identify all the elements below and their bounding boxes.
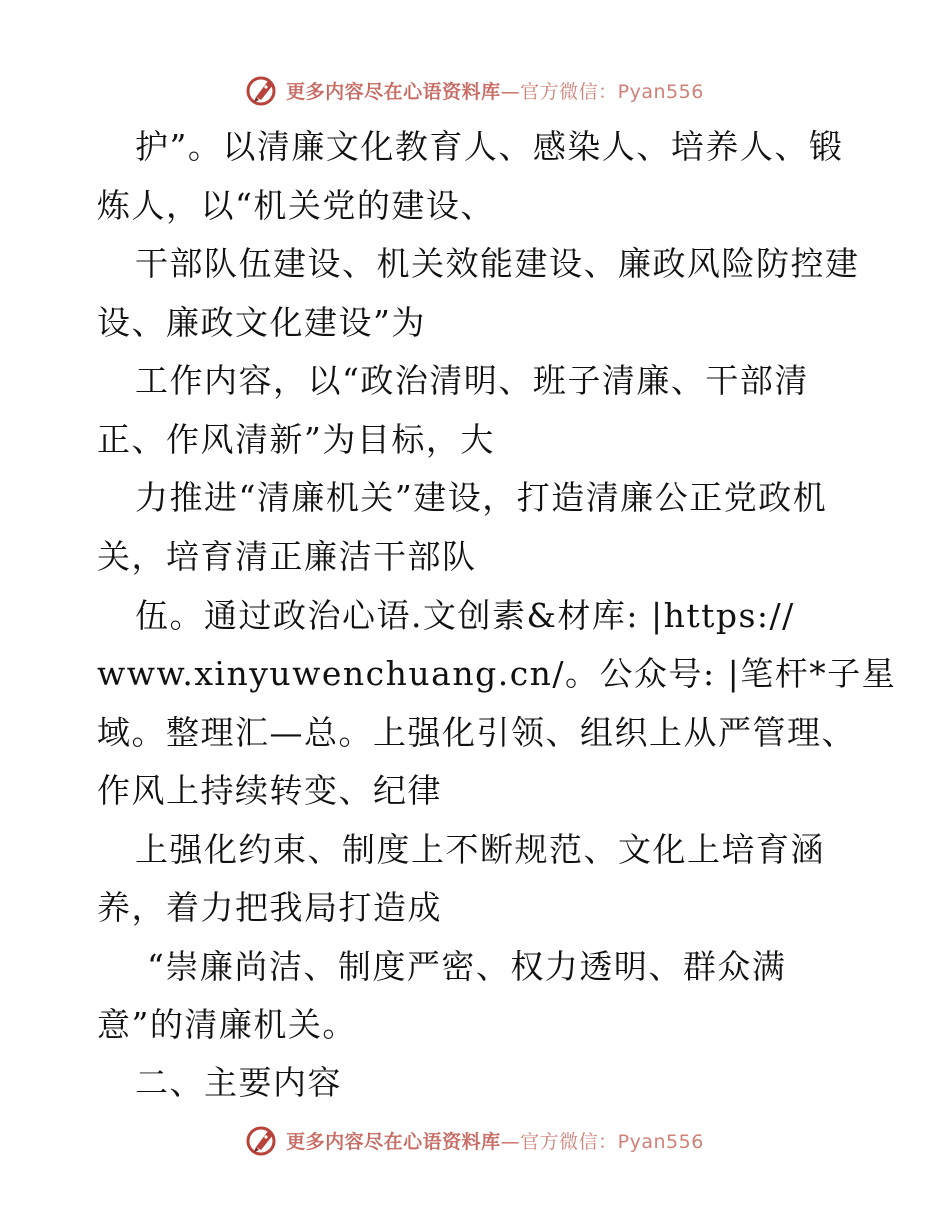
footer-watermark [0,1120,950,1160]
body-line: 力推进“清廉机关”建设，打造清廉公正党政机 [135,478,828,517]
body-line: 伍。通过政治心语.文创素&材库: |https:// [135,596,795,635]
body-line: 设、廉政文化建设”为 [97,303,426,342]
pen-nib-logo-icon [246,1123,280,1157]
body-line: 上强化约束、制度上不断规范、文化上培育涵 [135,830,825,869]
body-line: 干部队伍建设、机关效能建设、廉政风险防控建 [135,244,860,283]
body-line: 意”的清廉机关。 [97,1005,357,1044]
body-line: 正、作风清新”为目标，大 [97,420,495,459]
body-line: 护”。以清廉文化教育人、感染人、培养人、锻 [135,127,844,166]
body-line: “崇廉尚洁、制度严密、权力透明、群众满 [147,947,787,986]
watermark-separator: — [500,1130,521,1153]
body-line: 工作内容，以“政治清明、班子清廉、干部清 [135,361,809,400]
watermark-main-text: 更多内容尽在心语资料库 [286,1130,501,1153]
body-line: 关，培育清正廉洁干部队 [97,537,477,576]
body-line: 域。整理汇—总。上强化引领、组织上从严管理、 [97,713,856,752]
watermark-sub-text: 官方微信：Pyan556 [520,80,704,103]
body-line: 炼人，以“机关党的建设、 [97,186,495,225]
body-line: 作风上持续转变、纪律 [97,771,442,810]
watermark-separator: — [500,80,521,103]
watermark-sub-text: 官方微信：Pyan556 [520,1130,704,1153]
watermark-main-text: 更多内容尽在心语资料库 [286,80,501,103]
section-heading: 二、主要内容 [135,1063,342,1102]
body-line: 养，着力把我局打造成 [97,888,442,927]
body-line: www.xinyuwenchuang.cn/。公众号: |笔杆*子星 [97,654,897,693]
